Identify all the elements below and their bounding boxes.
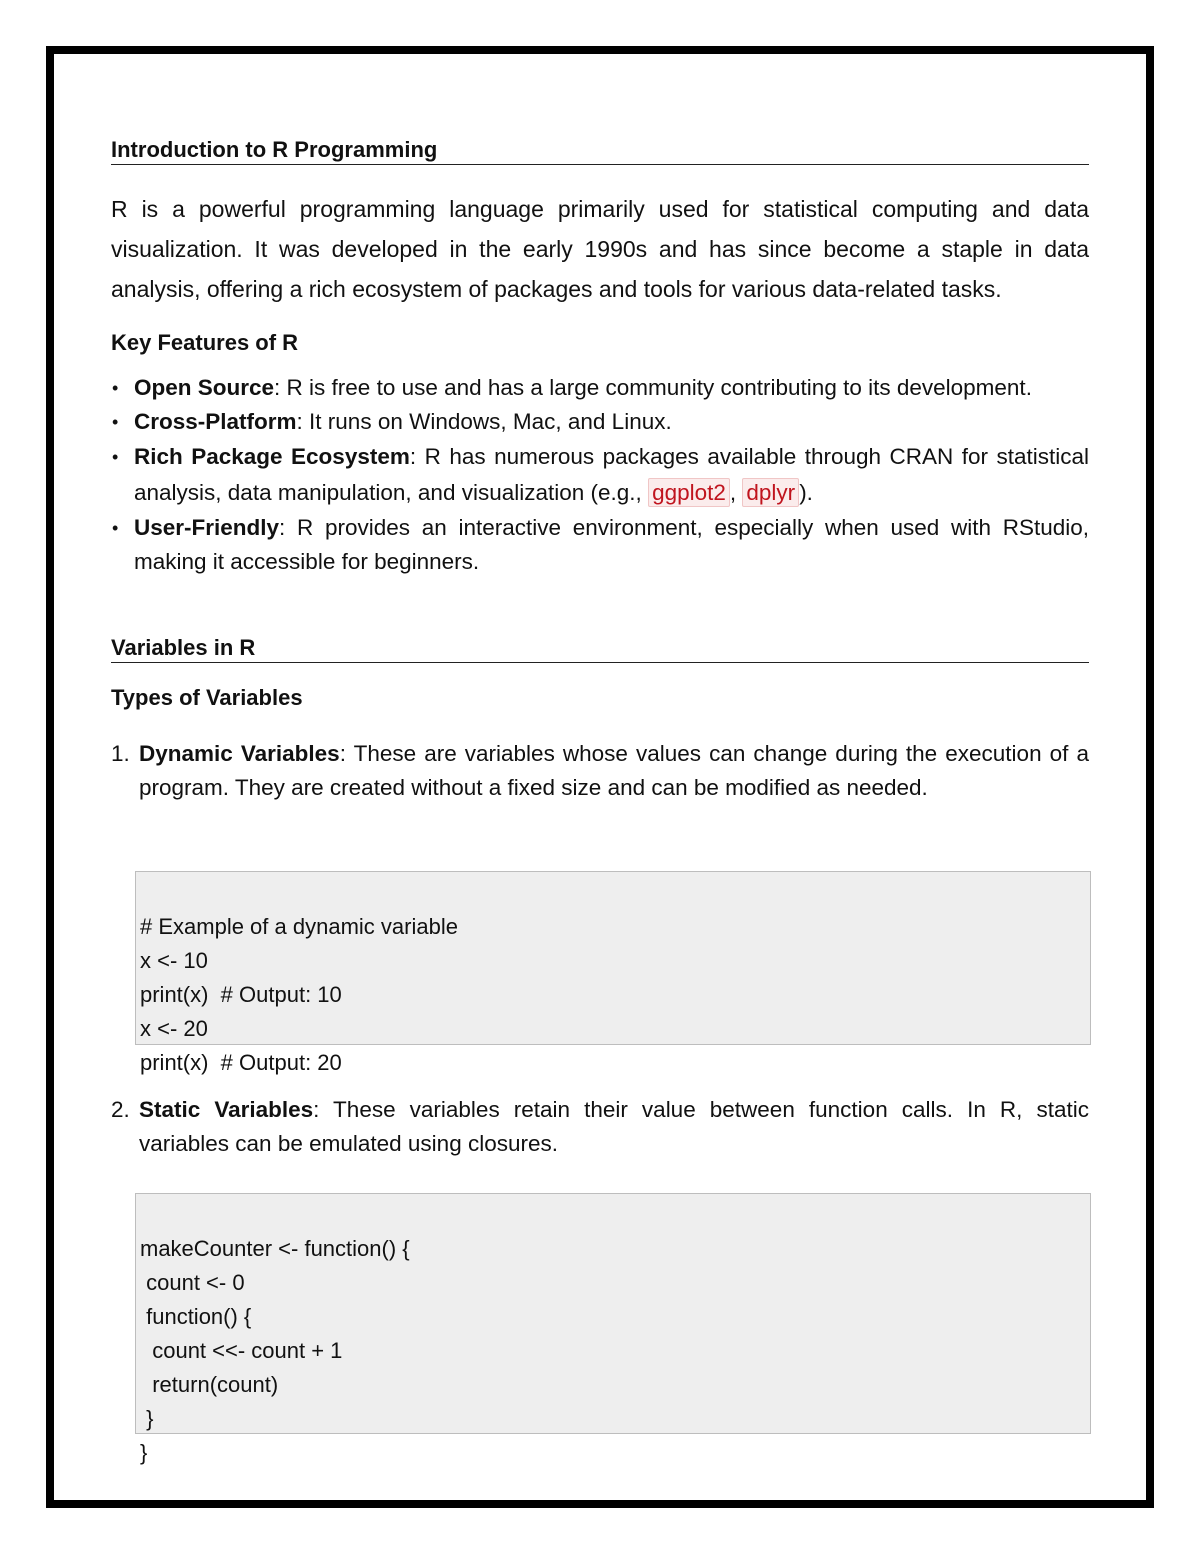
code-line: return(count): [140, 1372, 279, 1397]
code-block-dynamic: [135, 871, 1091, 1075]
bullet-icon: •: [112, 518, 119, 538]
type-text: : These are variables whose values can change during the execution of a program. They are created without a fixed size and can be modified as needed.: [139, 741, 1089, 800]
types-list: [111, 737, 1089, 805]
feature-item: [111, 439, 1089, 511]
intro-heading: Introduction to R Programming: [111, 136, 1089, 165]
code-block-static: [135, 1193, 1091, 1465]
code-line: x <- 20: [140, 1016, 208, 1041]
feature-item: [111, 371, 1089, 405]
feature-label: Cross-Platform: [134, 409, 297, 434]
list-number: 2.: [111, 1097, 130, 1122]
types-heading: Types of Variables: [111, 685, 303, 710]
feature-separator: ,: [729, 480, 743, 505]
feature-label: User-Friendly: [134, 515, 280, 540]
feature-label: Open Source: [134, 375, 275, 400]
list-number: 1.: [111, 741, 130, 766]
bullet-icon: •: [112, 447, 119, 467]
feature-text: : R has numerous packages available through CRAN for statistical analysis, data manipulation, and visualization (e.g.,: [134, 444, 1089, 505]
code-line: }: [140, 1406, 154, 1431]
feature-text: : It runs on Windows, Mac, and Linux.: [296, 409, 672, 434]
code-line: x <- 10: [140, 948, 208, 973]
intro-paragraph: R is a powerful programming language primarily used for statistical computing and data visualization. It was developed in the early 1990s and has since become a staple in data analysis, offering a rich ecosystem of packages and tools for various data-related tasks.: [111, 196, 1089, 302]
feature-end: ).: [799, 480, 813, 505]
types-list-container-1: [111, 737, 1089, 805]
bullet-icon: •: [112, 378, 119, 398]
code-line: print(x) # Output: 10: [140, 982, 342, 1007]
code-line: print(x) # Output: 20: [140, 1050, 342, 1075]
code-line: count <- 0: [140, 1270, 245, 1295]
type-item: [111, 1093, 1089, 1161]
feature-text: : R is free to use and has a large community contributing to its development.: [274, 375, 1032, 400]
variables-heading: Variables in R: [111, 634, 1089, 663]
code-line: count <<- count + 1: [140, 1338, 343, 1363]
code-tag-dplyr: dplyr: [742, 478, 799, 507]
bullet-icon: •: [112, 412, 119, 432]
type-label: Dynamic Variables: [139, 741, 340, 766]
types-list: [111, 1093, 1089, 1161]
features-list: [111, 371, 1089, 579]
code-line: makeCounter <- function() {: [140, 1236, 410, 1261]
type-text: : These variables retain their value between function calls. In R, static variables can be emulated using closures.: [139, 1097, 1089, 1156]
type-item: [111, 737, 1089, 805]
code-line: function() {: [140, 1304, 252, 1329]
feature-item: [111, 511, 1089, 579]
code-line: # Example of a dynamic variable: [140, 914, 458, 939]
code-tag-ggplot2: ggplot2: [648, 478, 730, 507]
feature-label: Rich Package Ecosystem: [134, 444, 410, 469]
features-list-container: [111, 371, 1089, 579]
code-line: }: [140, 1440, 148, 1465]
types-list-container-2: [111, 1093, 1089, 1161]
feature-text: : R provides an interactive environment, especially when used with RStudio, making it accessible for beginners.: [134, 515, 1089, 574]
type-label: Static Variables: [139, 1097, 314, 1122]
feature-item: [111, 405, 1089, 439]
features-heading: Key Features of R: [111, 330, 299, 355]
